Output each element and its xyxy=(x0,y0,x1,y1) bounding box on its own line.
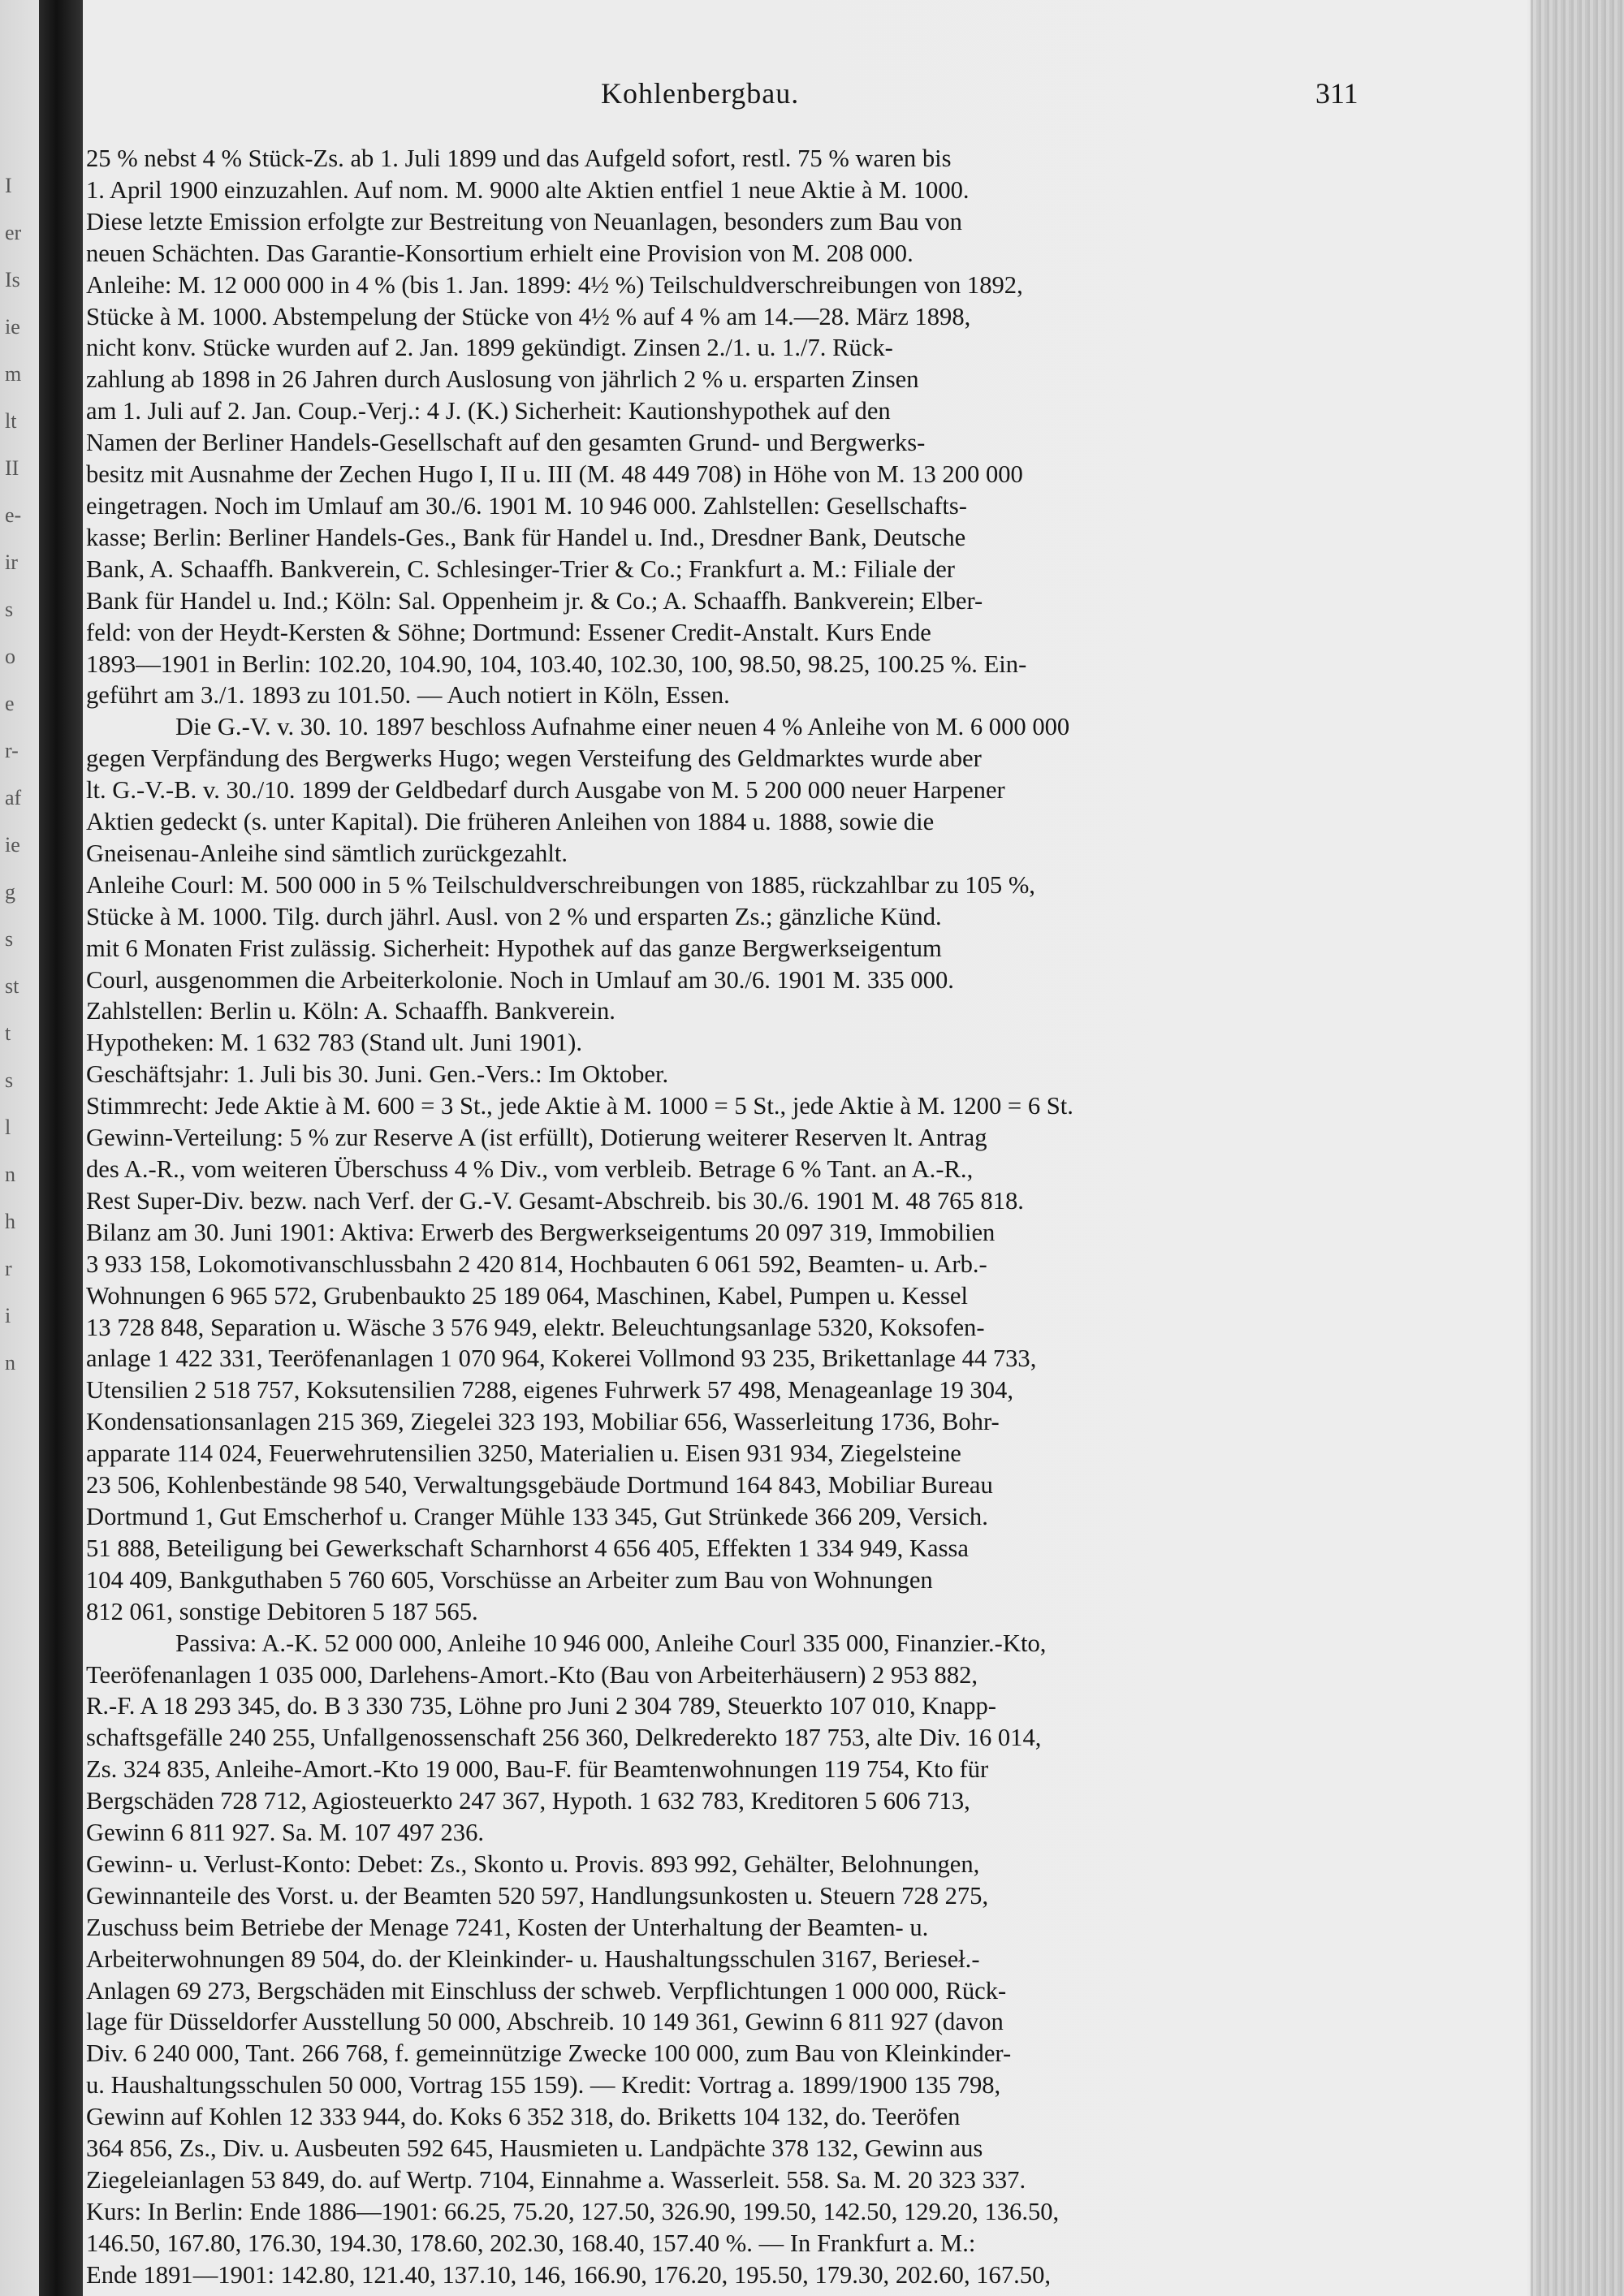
running-header xyxy=(0,76,1624,117)
margin-fragment: af xyxy=(5,786,22,809)
margin-fragment: n xyxy=(5,1163,15,1186)
text-line: besitz mit Ausnahme der Zechen Hugo I, II u. III (M. 48 449 708) in Höhe von M. 13 200 000 xyxy=(86,460,1023,489)
text-line: mit 6 Monaten Frist zulässig. Sicherheit: Hypothek auf das ganze Bergwerkseigentum xyxy=(86,934,942,962)
margin-fragment: Is xyxy=(5,268,20,291)
text-line: Zuschuss beim Betriebe der Menage 7241, Kosten der Unterhaltung der Beamten- u. xyxy=(86,1913,929,1941)
text-line: Passiva: A.-K. 52 000 000, Anleihe 10 946 000, Anleihe Courl 335 000, Finanzier.-Kto, xyxy=(175,1629,1047,1657)
margin-fragment: s xyxy=(5,927,14,951)
margin-fragment: I xyxy=(5,174,12,197)
text-line: zahlung ab 1898 in 26 Jahren durch Auslosung von jährlich 2 % u. ersparten Zinsen xyxy=(86,365,919,394)
text-line: Anleihe: M. 12 000 000 in 4 % (bis 1. Jan. 1899: 4½ %) Teilschuldverschreibungen von 1892, xyxy=(86,270,1023,299)
text-line: geführt am 3./1. 1893 zu 101.50. — Auch notiert in Köln, Essen. xyxy=(86,681,730,710)
margin-fragment: II xyxy=(5,456,19,480)
text-line: anlage 1 422 331, Teeröfenanlagen 1 070 964, Kokerei Vollmond 93 235, Brikettanlage 44 733, xyxy=(86,1344,1037,1373)
text-line: Anlagen 69 273, Bergschäden mit Einschluss der schweb. Verpflichtungen 1 000 000, Rück- xyxy=(86,1976,1007,2005)
text-line: Gewinn 6 811 927. Sa. M. 107 497 236. xyxy=(86,1819,485,1847)
margin-fragment: st xyxy=(5,974,19,998)
text-line: Stücke à M. 1000. Abstempelung der Stücke von 4½ % auf 4 % am 14.—28. März 1898, xyxy=(86,302,971,330)
text-line: Teeröfenanlagen 1 035 000, Darlehens-Amort.-Kto (Bau von Arbeiterhäusern) 2 953 882, xyxy=(86,1660,978,1689)
text-line: Bergschäden 728 712, Agiosteuerkto 247 367, Hypoth. 1 632 783, Kreditoren 5 606 713, xyxy=(86,1787,970,1815)
text-line: Stimmrecht: Jede Aktie à M. 600 = 3 St., jede Aktie à M. 1000 = 5 St., jede Aktie à M. 1200 = 6 St. xyxy=(86,1092,1073,1120)
text-line: gegen Verpfändung des Bergwerks Hugo; wegen Versteifung des Geldmarktes wurde aber xyxy=(86,744,982,773)
text-line: Wohnungen 6 965 572, Grubenbaukto 25 189 064, Maschinen, Kabel, Pumpen u. Kessel xyxy=(86,1281,969,1310)
margin-fragment: s xyxy=(5,1068,14,1092)
text-line: 23 506, Kohlenbestände 98 540, Verwaltungsgebäude Dortmund 164 843, Mobiliar Bureau xyxy=(86,1471,993,1500)
text-line: Bank für Handel u. Ind.; Köln: Sal. Oppenheim jr. & Co.; A. Schaaffh. Bankverein; Elber- xyxy=(86,586,983,615)
text-line: apparate 114 024, Feuerwehrutensilien 3250, Materialien u. Eisen 931 934, Ziegelsteine xyxy=(86,1439,961,1468)
text-line: 104 409, Bankguthaben 5 760 605, Vorschüsse an Arbeiter zum Bau von Wohnungen xyxy=(86,1565,933,1594)
text-line: Hypotheken: M. 1 632 783 (Stand ult. Juni 1901). xyxy=(86,1029,582,1057)
text-line: R.-F. A 18 293 345, do. B 3 330 735, Löhne pro Juni 2 304 789, Steuerkto 107 010, Knapp- xyxy=(86,1692,996,1720)
margin-fragment: er xyxy=(5,221,22,244)
text-line: 1. April 1900 einzuzahlen. Auf nom. M. 9000 alte Aktien entfiel 1 neue Aktie à M. 1000. xyxy=(86,175,970,204)
text-line: 1893—1901 in Berlin: 102.20, 104.90, 104, 103.40, 102.30, 100, 98.50, 98.25, 100.25 %. Ein- xyxy=(86,650,1027,678)
text-line: 812 061, sonstige Debitoren 5 187 565. xyxy=(86,1597,478,1625)
margin-fragment: h xyxy=(5,1210,15,1233)
text-line: Gewinn- u. Verlust-Konto: Debet: Zs., Skonto u. Provis. 893 992, Gehälter, Belohnungen, xyxy=(86,1849,980,1878)
text-line: Kondensationsanlagen 215 369, Ziegelei 323 193, Mobiliar 656, Wasserleitung 1736, Bohr- xyxy=(86,1408,1000,1436)
text-line: neuen Schächten. Das Garantie-Konsortium erhielt eine Provision von M. 208 000. xyxy=(86,239,914,267)
text-line: u. Haushaltungsschulen 50 000, Vortrag 155 159). — Kredit: Vortrag a. 1899/1900 135 798, xyxy=(86,2071,1001,2100)
margin-fragments xyxy=(5,162,34,1387)
text-line: Bank, A. Schaaffh. Bankverein, C. Schlesinger-Trier & Co.; Frankfurt a. M.: Filiale der xyxy=(86,555,955,583)
text-line: eingetragen. Noch im Umlauf am 30./6. 1901 M. 10 946 000. Zahlstellen: Gesellschafts- xyxy=(86,491,967,520)
text-line: Gewinnanteile des Vorst. u. der Beamten 520 597, Handlungsunkosten u. Steuern 728 275, xyxy=(86,1881,989,1910)
text-line: Div. 6 240 000, Tant. 266 768, f. gemeinnützige Zwecke 100 000, zum Bau von Kleinkinder- xyxy=(86,2039,1012,2068)
text-line: Namen der Berliner Handels-Gesellschaft auf den gesamten Grund- und Bergwerks- xyxy=(86,429,926,457)
page-edge xyxy=(1531,0,1624,2296)
text-line: Gewinn-Verteilung: 5 % zur Reserve A (ist erfüllt), Dotierung weiterer Reserven lt. Antrag xyxy=(86,1124,987,1152)
text-line: nicht konv. Stücke wurden auf 2. Jan. 1899 gekündigt. Zinsen 2./1. u. 1./7. Rück- xyxy=(86,334,893,362)
margin-fragment: n xyxy=(5,1351,15,1375)
text-line: 364 856, Zs., Div. u. Ausbeuten 592 645, Hausmieten u. Landpächte 378 132, Gewinn aus xyxy=(86,2134,983,2163)
document-body xyxy=(86,143,1369,2291)
margin-fragment: r xyxy=(5,1257,12,1280)
text-line: 13 728 848, Separation u. Wäsche 3 576 949, elektr. Beleuchtungsanlage 5320, Koksofen- xyxy=(86,1313,985,1341)
text-line: Zahlstellen: Berlin u. Köln: A. Schaaffh. Bankverein. xyxy=(86,997,615,1025)
margin-fragment: i xyxy=(5,1304,11,1327)
text-line: Aktien gedeckt (s. unter Kapital). Die früheren Anleihen von 1884 u. 1888, sowie die xyxy=(86,808,935,836)
text-line: Zs. 324 835, Anleihe-Amort.-Kto 19 000, Bau-F. für Beamtenwohnungen 119 754, Kto für xyxy=(86,1755,989,1784)
text-line: Arbeiterwohnungen 89 504, do. der Kleinkinder- u. Haushaltungsschulen 3167, Berieseł.- xyxy=(86,1944,980,1973)
margin-fragment: o xyxy=(5,645,15,668)
margin-fragment: ie xyxy=(5,833,20,857)
running-title: Kohlenbergbau. xyxy=(601,77,800,110)
margin-fragment: g xyxy=(5,880,15,904)
text-line: Bilanz am 30. Juni 1901: Aktiva: Erwerb des Bergwerkseigentums 20 097 319, Immobilien xyxy=(86,1218,996,1246)
margin-fragment: e xyxy=(5,692,15,715)
text-line: Gneisenau-Anleihe sind sämtlich zurückgezahlt. xyxy=(86,839,568,867)
text-line: Ziegeleianlagen 53 849, do. auf Wertp. 7104, Einnahme a. Wasserleit. 558. Sa. M. 20 323 337. xyxy=(86,2166,1026,2194)
text-line: lt. G.-V.-B. v. 30./10. 1899 der Geldbedarf durch Ausgabe von M. 5 200 000 neuer Harpener xyxy=(86,776,1005,805)
text-line: Ende 1891—1901: 142.80, 121.40, 137.10, 146, 166.90, 176.20, 195.50, 179.30, 202.60, 167.50, xyxy=(86,2260,1052,2289)
margin-fragment: l xyxy=(5,1116,11,1139)
text-line: Courl, ausgenommen die Arbeiterkolonie. Noch in Umlauf am 30./6. 1901 M. 335 000. xyxy=(86,965,954,994)
text-line: Anleihe Courl: M. 500 000 in 5 % Teilschuldverschreibungen von 1885, rückzahlbar zu 105 %, xyxy=(86,870,1035,899)
margin-fragment: m xyxy=(5,362,22,386)
text-line: Utensilien 2 518 757, Koksutensilien 7288, eigenes Fuhrwerk 57 498, Menageanlage 19 304, xyxy=(86,1376,1013,1405)
text-line: Geschäftsjahr: 1. Juli bis 30. Juni. Gen.-Vers.: Im Oktober. xyxy=(86,1060,669,1089)
text-line: 25 % nebst 4 % Stück-Zs. ab 1. Juli 1899 und das Aufgeld sofort, restl. 75 % waren bis xyxy=(86,145,952,172)
margin-fragment: ir xyxy=(5,550,18,574)
page-number: 311 xyxy=(1315,77,1358,110)
margin-fragment: r- xyxy=(5,739,19,762)
text-line: 3 933 158, Lokomotivanschlussbahn 2 420 814, Hochbauten 6 061 592, Beamten- u. Arb.- xyxy=(86,1249,987,1278)
text-line: Diese letzte Emission erfolgte zur Bestreitung von Neuanlagen, besonders zum Bau von xyxy=(86,207,962,235)
margin-fragment: e- xyxy=(5,503,22,527)
text-line: am 1. Juli auf 2. Jan. Coup.-Verj.: 4 J. (K.) Sicherheit: Kautionshypothek auf den xyxy=(86,397,891,425)
margin-fragment: lt xyxy=(5,409,17,433)
text-line: Kurs: In Berlin: Ende 1886—1901: 66.25, 75.20, 127.50, 326.90, 199.50, 142.50, 129.20, 136.50, xyxy=(86,2197,1060,2225)
margin-fragment: s xyxy=(5,598,14,621)
book-spine-shadow xyxy=(39,0,83,2296)
text-line: 146.50, 167.80, 176.30, 194.30, 178.60, 202.30, 168.40, 157.40 %. — In Frankfurt a. M.: xyxy=(86,2229,976,2257)
text-line: 51 888, Beteiligung bei Gewerkschaft Scharnhorst 4 656 405, Effekten 1 334 949, Kassa xyxy=(86,1534,969,1562)
text-line: Dortmund 1, Gut Emscherhof u. Cranger Mühle 133 345, Gut Strünkede 366 209, Versich. xyxy=(86,1502,988,1530)
text-line: feld: von der Heydt-Kersten & Söhne; Dortmund: Essener Credit-Anstalt. Kurs Ende xyxy=(86,618,931,646)
text-line: des A.-R., vom weiteren Überschuss 4 % Div., vom verbleib. Betrage 6 % Tant. an A.-R., xyxy=(86,1155,974,1183)
text-line: schaftsgefälle 240 255, Unfallgenossenschaft 256 360, Delkrederekto 187 753, alte Div. 16 014, xyxy=(86,1724,1042,1752)
margin-fragment: ie xyxy=(5,315,20,339)
text-line: Die G.-V. v. 30. 10. 1897 beschloss Aufnahme einer neuen 4 % Anleihe von M. 6 000 000 xyxy=(175,713,1070,741)
text-line: Rest Super-Div. bezw. nach Verf. der G.-V. Gesamt-Abschreib. bis 30./6. 1901 M. 48 765 818. xyxy=(86,1186,1024,1215)
text-line: Stücke à M. 1000. Tilg. durch jährl. Ausl. von 2 % und ersparten Zs.; gänzliche Künd. xyxy=(86,902,942,930)
text-line: Gewinn auf Kohlen 12 333 944, do. Koks 6 352 318, do. Briketts 104 132, do. Teeröfen xyxy=(86,2103,961,2131)
text-line: lage für Düsseldorfer Ausstellung 50 000, Abschreib. 10 149 361, Gewinn 6 811 927 (davon xyxy=(86,2008,1004,2036)
margin-fragment: t xyxy=(5,1021,11,1045)
text-line: kasse; Berlin: Berliner Handels-Ges., Bank für Handel u. Ind., Dresdner Bank, Deutsche xyxy=(86,523,966,551)
